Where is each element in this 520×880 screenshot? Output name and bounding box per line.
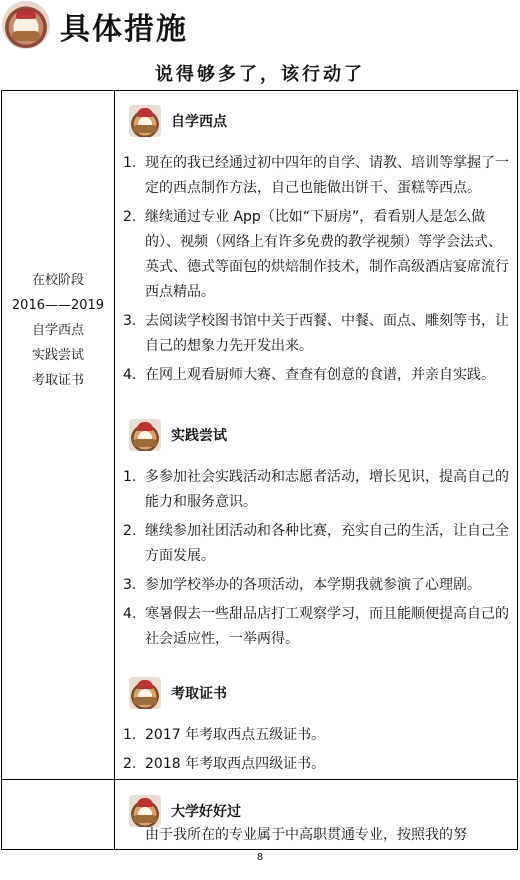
item-text: 现在的我已经通过初中四年的自学、请教、培训等掌握了一定的西点制作方法，自己也能做出饼干、蛋糕等西点。 [145, 155, 509, 196]
stage-line: 2016——2019 [11, 298, 105, 313]
list-item [115, 519, 519, 569]
plan-table [1, 90, 518, 850]
section-header [129, 677, 227, 709]
section-title: 考取证书 [171, 686, 227, 702]
section-list [115, 151, 519, 392]
stage-line: 考取证书 [31, 373, 84, 388]
list-item [115, 151, 519, 201]
stage-line: 自学西点 [31, 323, 84, 338]
item-text: 去阅读学校图书馆中关于西餐、中餐、面点、雕刻等书，让自己的想象力先开发出来。 [145, 313, 509, 354]
section-title: 大学好好过 [171, 804, 241, 820]
item-number: 1. [123, 469, 137, 485]
item-number: 4. [123, 367, 137, 383]
dessert-thumbnail-icon [129, 677, 161, 709]
item-number: 2. [123, 523, 137, 539]
list-item [115, 723, 519, 748]
page-number: 8 [256, 852, 264, 863]
item-text: 继续参加社团活动和各种比赛，充实自己的生活，让自己全方面发展。 [145, 523, 509, 564]
list-item [115, 752, 519, 777]
stage-text [2, 268, 114, 393]
item-text: 在网上观看厨师大赛、查查有创意的食谱，并亲自实践。 [145, 367, 495, 383]
stage-line: 实践尝试 [31, 348, 84, 363]
list-item [115, 465, 519, 515]
list-item [115, 363, 519, 388]
list-item [115, 309, 519, 359]
item-text: 2018 年考取西点四级证书。 [145, 756, 326, 772]
measures-cell [115, 91, 519, 851]
item-number: 3. [123, 313, 137, 329]
item-number: 1. [123, 727, 137, 743]
item-number: 4. [123, 606, 137, 622]
section-header [129, 419, 227, 451]
item-text: 参加学校举办的各项活动，本学期我就参演了心理剧。 [145, 577, 481, 593]
stage-line: 在校阶段 [31, 273, 84, 288]
list-item [115, 205, 519, 305]
section-header [129, 105, 227, 137]
dessert-logo-icon [2, 1, 50, 49]
item-number: 1. [123, 155, 137, 171]
list-item [115, 573, 519, 598]
item-text: 继续通过专业 App（比如“下厨房”，看看别人是怎么做的）、视频（网络上有许多免费的教学视频）等学会法式、英式、德式等面包的烘焙制作技术，制作高级酒店宴席流行西点精品。 [145, 209, 509, 300]
list-item [115, 602, 519, 652]
section-list [115, 465, 519, 656]
stage-cell [2, 91, 114, 779]
item-text: 2017 年考取西点五级证书。 [145, 727, 326, 743]
item-number: 3. [123, 577, 137, 593]
item-number: 2. [123, 756, 137, 772]
section-title: 实践尝试 [171, 428, 227, 444]
item-text: 多参加社会实践活动和志愿者活动，增长见识，提高自己的能力和服务意识。 [145, 469, 509, 510]
page-title: 具体措施 [60, 12, 188, 47]
dessert-thumbnail-icon [129, 419, 161, 451]
dessert-thumbnail-icon [129, 105, 161, 137]
item-text: 寒暑假去一些甜品店打工观察学习，而且能顺便提高自己的社会适应性，一举两得。 [145, 606, 509, 647]
page-header [0, 0, 520, 52]
page-subtitle: 说得够多了，该行动了 [155, 64, 365, 85]
section-list [115, 723, 519, 781]
section-title: 自学西点 [171, 114, 227, 130]
item-number: 2. [123, 209, 137, 225]
section-paragraph: 由于我所在的专业属于中高职贯通专业，按照我的努 [145, 827, 467, 843]
